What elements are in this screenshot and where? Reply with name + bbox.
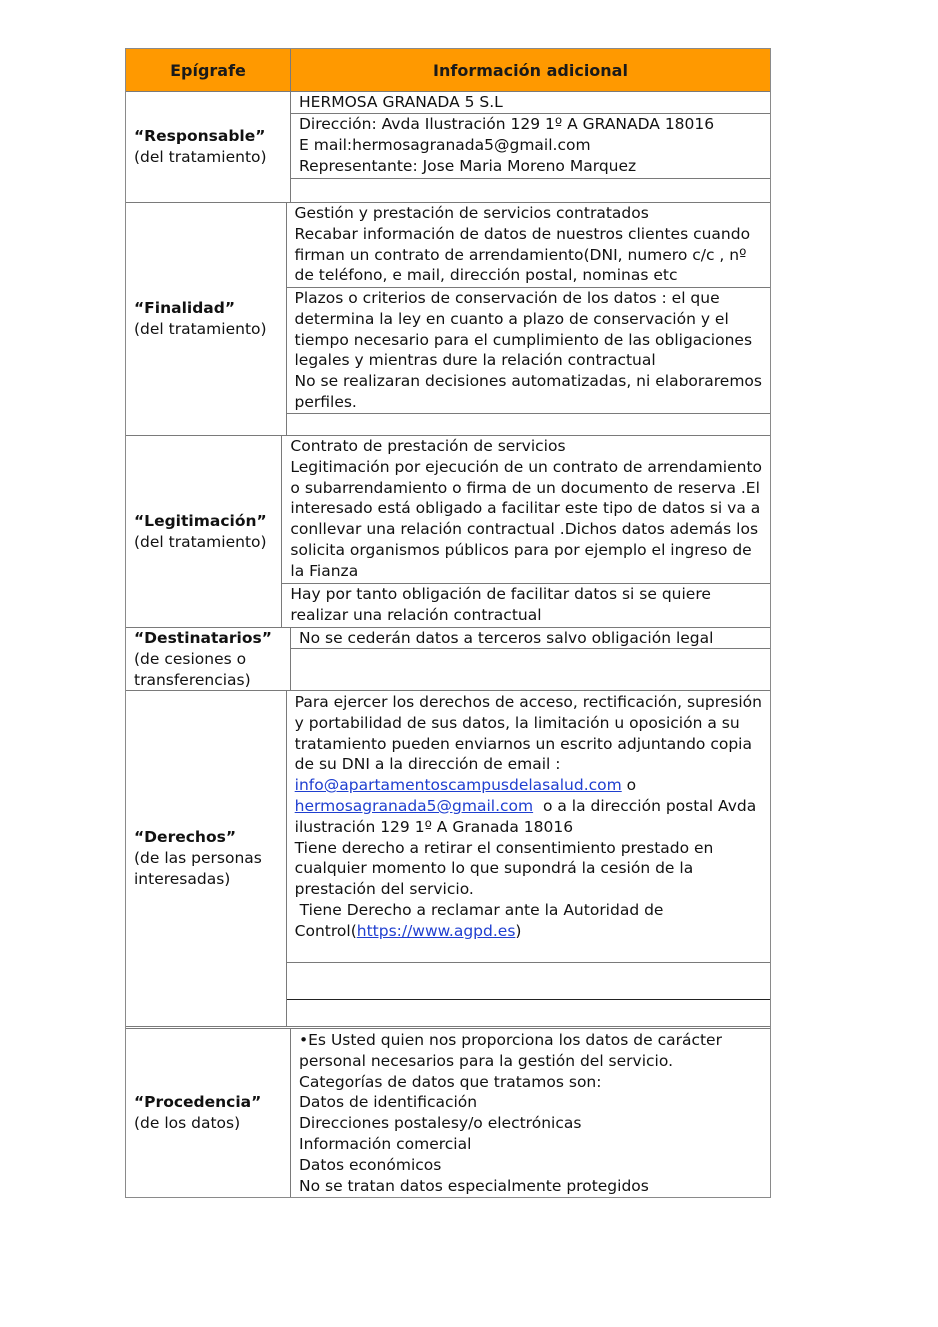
row-label (126, 436, 282, 627)
cell-line: de su DNI a la dirección de email : (294, 755, 561, 774)
cell-line: Datos de identificación (299, 1093, 478, 1112)
cell-line: cualquier momento lo que supondrá la cesión de la (294, 859, 694, 878)
cell-line: y portabilidad de sus datos, la limitación u oposición a su (294, 713, 740, 732)
table-row-destinatarios (126, 628, 770, 691)
row-title: “Finalidad” (134, 299, 236, 317)
table-cell-empty (291, 179, 770, 202)
row-label (126, 691, 287, 1026)
table-cell-empty (287, 963, 770, 1000)
row-subtitle: (de los datos) (134, 1114, 241, 1132)
row-label (126, 628, 291, 690)
cell-line: realizar una relación contractual (290, 605, 542, 624)
cell-line: Contrato de prestación de servicios (290, 437, 566, 455)
table-cell-empty (287, 414, 771, 435)
cell-line: conllevar una relación contractual .Dichos datos además los (290, 520, 759, 539)
header-epigrafe: Epígrafe (126, 49, 291, 91)
cell-line: perfiles. (294, 392, 357, 411)
cell-line: personal necesarios para la gestión del servicio. (299, 1051, 673, 1070)
cell-line: Información comercial (299, 1134, 472, 1153)
cell-line: Gestión y prestación de servicios contratados (294, 204, 649, 222)
cell-line: de teléfono, e mail, dirección postal, nominas etc (294, 266, 678, 285)
row-subtitle: interesadas) (134, 870, 231, 888)
cell-line: tratamiento pueden enviarnos un escrito adjuntando copia (294, 734, 752, 753)
cell-line: solicita organismos públicos para por ejemplo el ingreso de (290, 540, 752, 559)
table-row-derechos (126, 691, 770, 1029)
row-label (126, 203, 287, 435)
table-cell (287, 203, 771, 288)
cell-line (295, 775, 762, 796)
cell-line: No se cederán datos a terceros salvo obligación legal (299, 629, 714, 647)
cell-line: interesado está obligado a facilitar este tipo de datos si va a (290, 499, 761, 518)
row-subtitle: (de las personas (134, 849, 262, 867)
row-title: “Responsable” (134, 127, 266, 145)
table-cell (291, 1029, 770, 1197)
cell-text: Control( (294, 921, 357, 940)
cell-line: E mail:hermosagranada5@gmail.com (299, 135, 591, 154)
table-row-finalidad (126, 203, 770, 436)
cell-line: Tiene Derecho a reclamar ante la Autoridad de (294, 900, 664, 919)
cell-line: Tiene derecho a retirar el consentimiento prestado en (294, 838, 714, 857)
cell-line: tiempo necesario para el cumplimiento de las obligaciones (294, 330, 753, 349)
row-title: “Procedencia” (134, 1093, 262, 1111)
privacy-info-table (125, 48, 771, 1198)
table-header (126, 49, 770, 92)
table-cell (287, 288, 771, 414)
cell-line: No se tratan datos especialmente protegidos (299, 1176, 649, 1195)
cell-text: o a la dirección postal Avda (533, 796, 757, 815)
cell-line: prestación del servicio. (294, 880, 474, 899)
cell-line: HERMOSA GRANADA 5 S.L (299, 93, 503, 111)
cell-line: Hay por tanto obligación de facilitar datos si se quiere (290, 585, 711, 603)
table-cell (291, 628, 770, 649)
table-cell (282, 584, 770, 627)
cell-line: Plazos o criterios de conservación de los datos : el que (294, 289, 720, 307)
cell-text: ) (515, 921, 522, 940)
cell-line: firman un contrato de arrendamiento(DNI, numero c/c , nº (294, 245, 747, 264)
cell-line: Legitimación por ejecución de un contrato de arrendamiento (290, 457, 762, 476)
cell-line: No se realizaran decisiones automatizadas, ni elaboraremos (294, 372, 762, 391)
row-subtitle: (del tratamiento) (134, 148, 267, 166)
header-informacion-adicional: Información adicional (433, 60, 628, 80)
row-cells (291, 92, 770, 202)
row-cells (291, 628, 770, 690)
row-title: “Legitimación” (134, 511, 267, 530)
row-title: “Derechos” (134, 828, 237, 846)
cell-line: Para ejercer los derechos de acceso, rectificación, supresión (294, 693, 762, 711)
row-subtitle: transferencias) (134, 671, 251, 689)
cell-line (295, 921, 762, 942)
cell-line: ilustración 129 1º A Granada 18016 (294, 817, 574, 836)
table-row-procedencia (126, 1029, 770, 1197)
table-cell (291, 114, 770, 179)
cell-line: Representante: Jose Maria Moreno Marquez (299, 156, 637, 175)
table-row-legitimacion (126, 436, 770, 628)
table-cell (291, 92, 770, 114)
cell-line: Datos económicos (299, 1155, 442, 1174)
cell-line: Direcciones postalesy/o electrónicas (299, 1114, 582, 1133)
table-cell-empty (287, 1000, 770, 1026)
cell-line: Recabar información de datos de nuestros clientes cuando (294, 224, 751, 243)
cell-line: Dirección: Avda Ilustración 129 1º A GRANADA 18016 (299, 115, 715, 133)
row-subtitle: (del tratamiento) (134, 320, 267, 338)
row-cells (287, 203, 771, 435)
cell-line (295, 796, 762, 817)
cell-line: legales y mientras dure la relación contractual (294, 351, 656, 370)
email-link-hermosagranada[interactable]: hermosagranada5@gmail.com (294, 796, 534, 815)
cell-line: la Fianza (290, 561, 359, 580)
row-cells (287, 691, 770, 1026)
cell-line: Categorías de datos que tratamos son: (299, 1072, 602, 1091)
row-subtitle: (de cesiones o (134, 650, 247, 668)
cell-line: •Es Usted quien nos proporciona los datos de carácter (299, 1031, 722, 1049)
email-link-info[interactable]: info@apartamentoscampusdelasalud.com (294, 776, 622, 795)
table-cell-empty (291, 649, 770, 690)
cell-line: o subarrendamiento o firma de un documento de reserva .El (290, 478, 760, 497)
cell-line: determina la ley en cuanto a plazo de conservación y el (294, 309, 729, 328)
table-cell (287, 691, 770, 963)
row-cells (282, 436, 770, 627)
table-cell (282, 436, 770, 584)
table-row-responsable (126, 92, 770, 203)
row-cells (291, 1029, 770, 1197)
row-subtitle: (del tratamiento) (134, 532, 267, 551)
cell-text: o (621, 776, 637, 795)
agpd-link[interactable]: https://www.agpd.es (356, 921, 516, 940)
row-label (126, 92, 291, 202)
row-label (126, 1029, 291, 1197)
row-title: “Destinatarios” (134, 629, 272, 647)
